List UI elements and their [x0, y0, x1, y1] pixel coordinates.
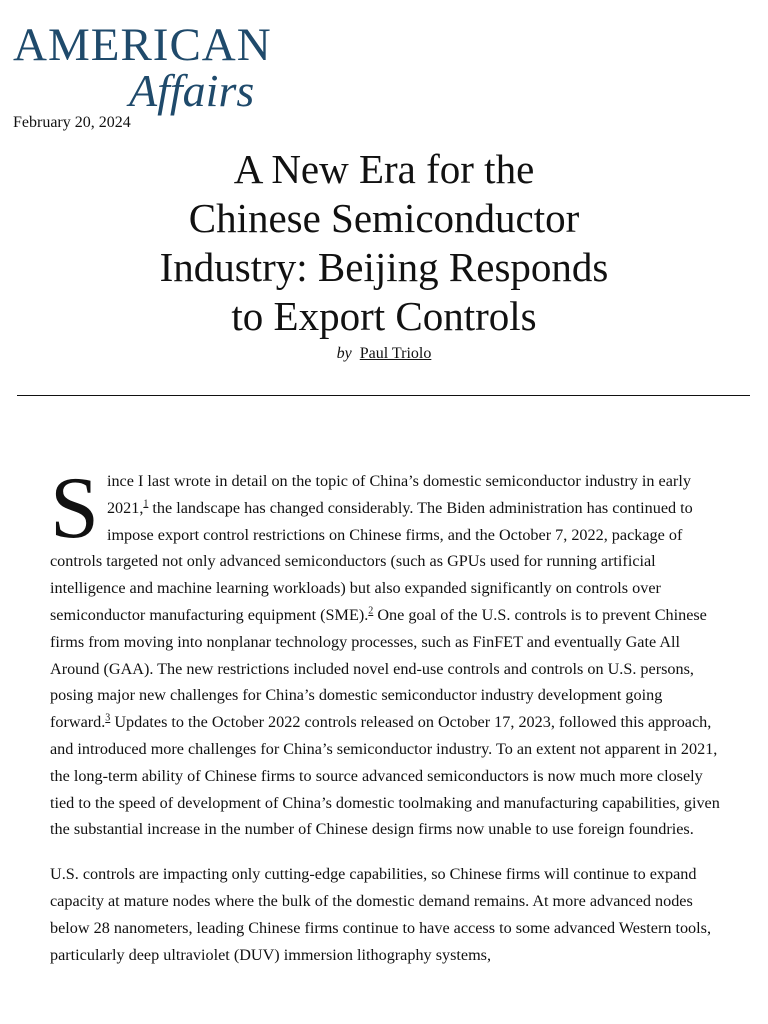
- american-affairs-logo[interactable]: [13, 19, 273, 122]
- byline-prefix: by: [336, 345, 352, 362]
- title-line: to Export Controls: [231, 293, 537, 339]
- drop-cap: S: [50, 460, 99, 557]
- logo-wordmark-affairs: Affairs: [129, 65, 255, 116]
- article-body: [50, 460, 720, 986]
- footnote-link-1[interactable]: 1: [143, 498, 149, 510]
- title-line: Chinese Semiconductor: [188, 195, 580, 241]
- paragraph-text: the landscape has changed considerably. The Biden administration has continued to impose export control restrictions on Chinese firms, and the October 7, 2022, package of controls targeted not only advanced semiconductors (such as GPUs used for running artificial intelligence and machine learning workloads) but also expanded significantly on controls over semiconductor manufacturing equipment (SME).: [50, 498, 693, 624]
- header-divider: [17, 395, 750, 396]
- article-title: [0, 145, 768, 341]
- footnote-link-3[interactable]: 3: [105, 712, 111, 724]
- title-line: A New Era for the: [233, 146, 535, 192]
- publication-date: February 20, 2024: [13, 114, 131, 131]
- paragraph: U.S. controls are impacting only cutting-edge capabilities, so Chinese firms will continue to expand capacity at mature nodes where the bulk of the domestic demand remains. At more advanced nodes below 28 nanometers, leading Chinese firms continue to have access to some advanced Western tools, particularly deep ultraviolet (DUV) immersion lithography systems,: [50, 865, 711, 964]
- paragraph-text: Updates to the October 2022 controls released on October 17, 2023, followed this approach, and introduced more challenges for China’s semiconductor industry. To an extent not apparent in 2021, the long-term ability of Chinese firms to source advanced semiconductors is now much more closely tied to the speed of development of China’s domestic toolmaking and manufacturing capabilities, given the substantial increase in the number of Chinese design firms now unable to use foreign foundries.: [50, 713, 720, 839]
- paragraph: [50, 460, 720, 843]
- footnote-link-2[interactable]: 2: [368, 605, 374, 617]
- byline: [0, 345, 768, 363]
- logo-wordmark-american: AMERICAN: [13, 19, 272, 71]
- paragraph-text: ince I last wrote in detail on the topic of China’s domestic semiconductor industry in early 2021,: [106, 472, 691, 517]
- paragraph-text: One goal of the U.S. controls is to prevent Chinese firms from moving into nonplanar technology processes, such as FinFET and eventually Gate All Around (GAA). The new restrictions included novel end-use controls and controls on U.S. persons, posing major new challenges for China’s domestic semiconductor industry development going forward.: [50, 605, 707, 732]
- title-line: Industry: Beijing Responds: [159, 244, 609, 290]
- author-link[interactable]: Paul Triolo: [359, 345, 432, 362]
